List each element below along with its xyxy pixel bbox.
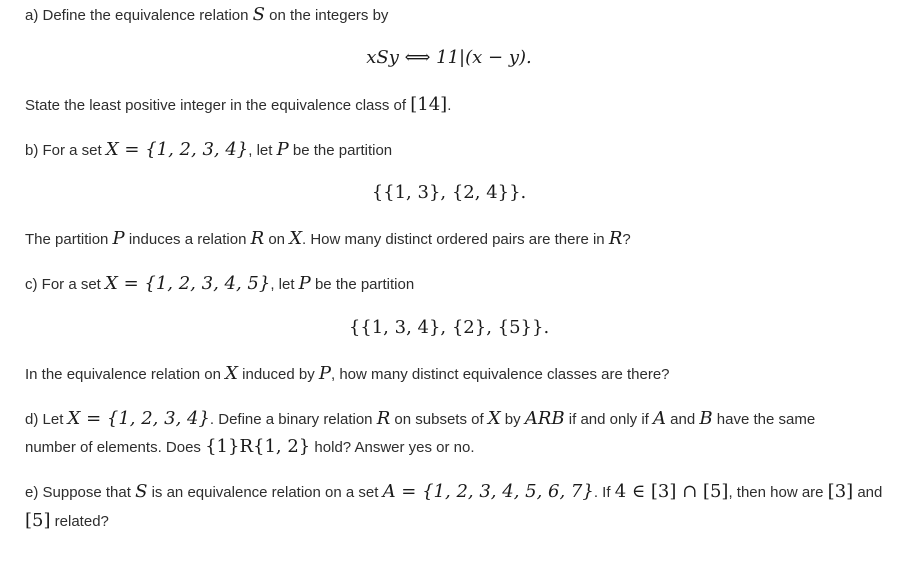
part-d-line-2: number of elements. Does {1}R{1, 2} hold? Answer yes or no.	[25, 436, 475, 457]
math-set-a: A = {1, 2, 3, 4, 5, 6, 7}	[382, 481, 594, 502]
part-c-question: In the equivalence relation on X induced by P, how many distinct equivalence classes are there?	[25, 363, 670, 384]
math-var-s: S	[252, 4, 265, 25]
math-class-14: [14]	[410, 94, 448, 115]
math-condition: 4 ∈ [3] ∩ [5]	[614, 481, 729, 502]
part-c-display-partition: {{1, 3, 4}, {2}, {5}}.	[348, 317, 550, 338]
part-a-question: State the least positive integer in the equivalence class of [14].	[25, 94, 452, 115]
part-c-intro: c) For a set X = {1, 2, 3, 4, 5}, let P be the partition	[25, 273, 415, 294]
part-e-line-2: [5] related?	[25, 510, 109, 531]
math-set-x: X = {1, 2, 3, 4}	[67, 408, 210, 429]
math-set-x: X = {1, 2, 3, 4, 5}	[105, 273, 271, 294]
part-a-intro: a) Define the equivalence relation S on the integers by	[25, 4, 389, 25]
part-d-line-1: d) Let X = {1, 2, 3, 4}. Define a binary relation R on subsets of X by ARB if and only if A and B have the same	[25, 408, 816, 429]
part-e-line-1: e) Suppose that S is an equivalence relation on a set A = {1, 2, 3, 4, 5, 6, 7}. If 4 ∈ [3] ∩ [5], then how are [3] and	[25, 481, 883, 502]
part-b-question: The partition P induces a relation R on X. How many distinct ordered pairs are there in R?	[25, 228, 631, 249]
math-set-x: X = {1, 2, 3, 4}	[105, 139, 249, 160]
part-b-display-partition: {{1, 3}, {2, 4}}.	[371, 182, 527, 203]
part-b-intro: b) For a set X = {1, 2, 3, 4}, let P be the partition	[25, 139, 393, 160]
math-relation: {1}R{1, 2}	[205, 436, 311, 457]
part-a-display-equation: xSy ⟺ 11|(x − y).	[366, 47, 532, 68]
